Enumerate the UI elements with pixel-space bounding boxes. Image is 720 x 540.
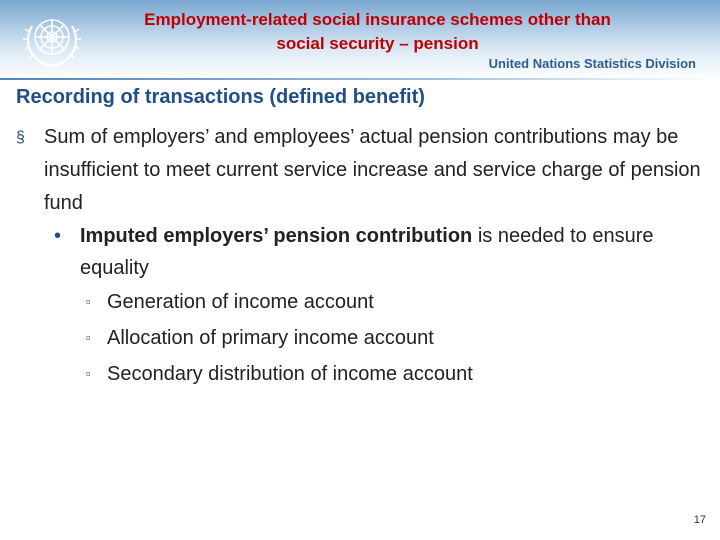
dot-bullet-icon: • [54, 225, 62, 247]
section-bullet-icon: § [16, 129, 25, 146]
bullet-level-1 [16, 121, 706, 220]
bullet-level-3 [16, 284, 706, 320]
bullet-level-2-bold-text: Imputed employers’ pension contribution [80, 225, 473, 247]
square-bullet-icon: ▫ [86, 330, 91, 345]
slide-body [16, 121, 706, 392]
slide-title-line-2: social security – pension [276, 34, 479, 53]
square-bullet-icon: ▫ [86, 366, 91, 381]
un-emblem-icon [18, 6, 86, 72]
slide-title-line-1: Employment-related social insurance schemes other than [144, 10, 611, 29]
bullet-level-2-text: is needed to ensure equality [80, 225, 654, 279]
header-banner [0, 0, 720, 80]
page-number: 17 [693, 514, 706, 526]
section-heading: Recording of transactions (defined benefit) [16, 86, 425, 108]
bullet-level-3 [16, 356, 706, 392]
square-bullet-icon: ▫ [86, 294, 91, 309]
bullet-level-1-text: Sum of employers’ and employees’ actual pension contributions may be insufficient to meet current service increase and service charge of pension fund [44, 126, 701, 214]
header-divider [0, 78, 720, 80]
bullet-level-3 [16, 320, 706, 356]
bullet-level-3-text: Allocation of primary income account [107, 327, 434, 349]
bullet-level-3-text: Secondary distribution of income account [107, 363, 473, 385]
bullet-level-3-text: Generation of income account [107, 291, 374, 313]
division-name: United Nations Statistics Division [488, 56, 696, 71]
bullet-level-2 [16, 220, 706, 284]
slide-title [95, 8, 660, 56]
